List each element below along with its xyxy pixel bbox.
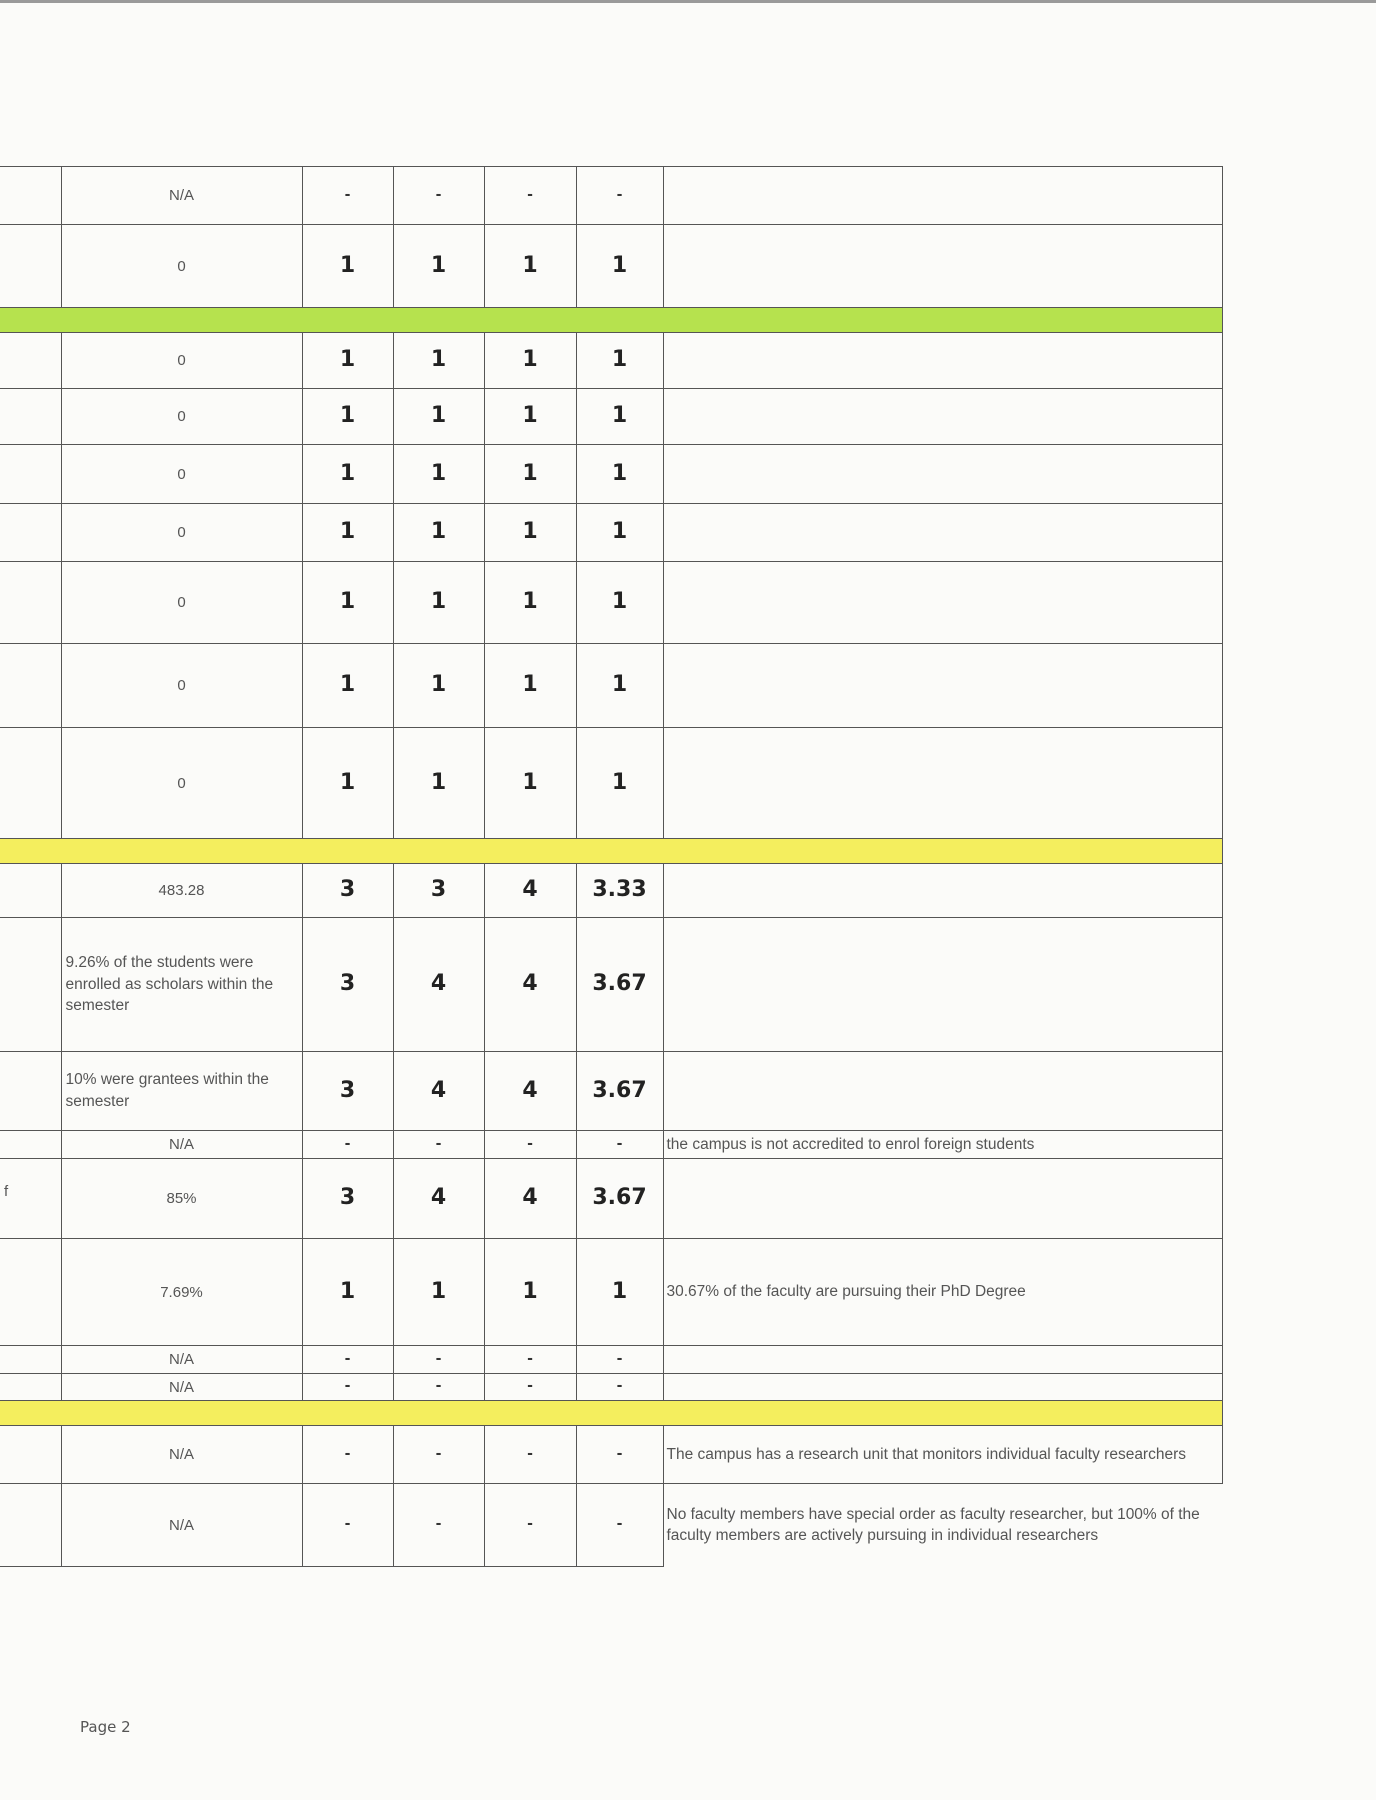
result-cell: 7.69% <box>61 1239 302 1346</box>
result-cell: 0 <box>61 225 302 308</box>
section-band-green <box>0 308 1222 333</box>
table-row <box>0 225 1222 308</box>
rater-3-score: - <box>484 1346 576 1374</box>
rater-1-score: - <box>302 1346 393 1374</box>
table-row <box>0 1426 1222 1484</box>
rater-2-score: - <box>393 1346 484 1374</box>
rater-2-score: 1 <box>393 728 484 839</box>
average-score: 1 <box>576 728 663 839</box>
criterion-cell <box>0 445 61 504</box>
table-row <box>0 918 1222 1052</box>
rater-3-score: 1 <box>484 445 576 504</box>
rater-3-score: - <box>484 1131 576 1159</box>
criterion-cell <box>0 1374 61 1401</box>
rater-1-score: - <box>302 167 393 225</box>
table-row <box>0 728 1222 839</box>
criterion-cell <box>0 864 61 918</box>
table-row <box>0 333 1222 389</box>
average-score: - <box>576 1426 663 1484</box>
section-band-yellow <box>0 839 1222 864</box>
remarks-cell <box>663 504 1222 562</box>
rater-3-score: - <box>484 167 576 225</box>
criterion-cell <box>0 167 61 225</box>
table-row <box>0 445 1222 504</box>
rater-3-score: - <box>484 1374 576 1401</box>
rater-1-score: 1 <box>302 333 393 389</box>
rater-2-score: 1 <box>393 389 484 445</box>
remarks-cell <box>663 918 1222 1052</box>
remarks-cell: 30.67% of the faculty are pursuing their PhD Degree <box>663 1239 1222 1346</box>
remarks-cell <box>663 1346 1222 1374</box>
result-cell: N/A <box>61 1426 302 1484</box>
result-cell: 0 <box>61 728 302 839</box>
evaluation-table <box>0 166 1223 1567</box>
result-cell: 0 <box>61 504 302 562</box>
rater-3-score: 1 <box>484 333 576 389</box>
rater-1-score: 3 <box>302 1052 393 1131</box>
result-cell: 0 <box>61 562 302 644</box>
rater-1-score: 3 <box>302 864 393 918</box>
average-score: 1 <box>576 389 663 445</box>
table-row <box>0 504 1222 562</box>
remarks-cell: The campus has a research unit that monitors individual faculty researchers <box>663 1426 1222 1484</box>
rater-2-score: 1 <box>393 225 484 308</box>
rater-2-score: 1 <box>393 644 484 728</box>
average-score: 1 <box>576 333 663 389</box>
rater-1-score: 3 <box>302 918 393 1052</box>
rater-1-score: 3 <box>302 1159 393 1239</box>
page-number: Page 2 <box>80 1718 131 1736</box>
rater-3-score: 1 <box>484 225 576 308</box>
table-row <box>0 562 1222 644</box>
rater-2-score: 4 <box>393 1052 484 1131</box>
average-score: 1 <box>576 504 663 562</box>
average-score: 3.33 <box>576 864 663 918</box>
rater-2-score: - <box>393 1131 484 1159</box>
result-cell: N/A <box>61 1374 302 1401</box>
criterion-cell <box>0 1484 61 1567</box>
section-band-fill <box>0 1401 1222 1426</box>
rater-3-score: 1 <box>484 728 576 839</box>
table-row <box>0 1052 1222 1131</box>
rater-2-score: 4 <box>393 1159 484 1239</box>
average-score: - <box>576 167 663 225</box>
average-score: 1 <box>576 1239 663 1346</box>
remarks-cell <box>663 864 1222 918</box>
rater-3-score: 1 <box>484 644 576 728</box>
remarks-cell <box>663 1159 1222 1239</box>
rater-2-score: - <box>393 1374 484 1401</box>
remarks-cell <box>663 389 1222 445</box>
table-row <box>0 1484 1222 1567</box>
average-score: - <box>576 1374 663 1401</box>
average-score: 1 <box>576 445 663 504</box>
rater-1-score: 1 <box>302 389 393 445</box>
result-cell: 0 <box>61 389 302 445</box>
table-row <box>0 1131 1222 1159</box>
remarks-cell <box>663 225 1222 308</box>
criterion-cell <box>0 562 61 644</box>
table-row <box>0 644 1222 728</box>
average-score: 3.67 <box>576 918 663 1052</box>
rater-1-score: 1 <box>302 1239 393 1346</box>
rater-1-score: - <box>302 1131 393 1159</box>
table-row <box>0 1239 1222 1346</box>
rater-1-score: 1 <box>302 504 393 562</box>
criterion-cell <box>0 1131 61 1159</box>
remarks-cell: No faculty members have special order as faculty researcher, but 100% of the faculty members are actively pursuing in individual researchers <box>663 1484 1222 1567</box>
result-cell: 0 <box>61 445 302 504</box>
criterion-cell <box>0 1052 61 1131</box>
table-row <box>0 1374 1222 1401</box>
criterion-cell <box>0 1346 61 1374</box>
average-score: 3.67 <box>576 1159 663 1239</box>
average-score: - <box>576 1346 663 1374</box>
rater-2-score: 1 <box>393 504 484 562</box>
section-band-yellow <box>0 1401 1222 1426</box>
rater-2-score: - <box>393 167 484 225</box>
rater-3-score: - <box>484 1484 576 1567</box>
result-cell: 10% were grantees within the semester <box>61 1052 302 1131</box>
rater-3-score: 4 <box>484 918 576 1052</box>
result-cell: 0 <box>61 333 302 389</box>
table-row <box>0 1159 1222 1239</box>
remarks-cell <box>663 562 1222 644</box>
rater-3-score: 1 <box>484 504 576 562</box>
rater-3-score: 1 <box>484 389 576 445</box>
remarks-cell <box>663 644 1222 728</box>
table-row <box>0 167 1222 225</box>
table-row <box>0 864 1222 918</box>
rater-3-score: 4 <box>484 1052 576 1131</box>
average-score: - <box>576 1131 663 1159</box>
criterion-cell <box>0 728 61 839</box>
criterion-cell <box>0 644 61 728</box>
criterion-cell <box>0 389 61 445</box>
result-cell: N/A <box>61 167 302 225</box>
rater-1-score: 1 <box>302 728 393 839</box>
rater-2-score: 3 <box>393 864 484 918</box>
rater-1-score: 1 <box>302 644 393 728</box>
rater-1-score: 1 <box>302 445 393 504</box>
average-score: 3.67 <box>576 1052 663 1131</box>
rater-3-score: 4 <box>484 1159 576 1239</box>
average-score: 1 <box>576 644 663 728</box>
criterion-cell <box>0 1239 61 1346</box>
remarks-cell <box>663 1052 1222 1131</box>
result-cell: 483.28 <box>61 864 302 918</box>
rater-1-score: 1 <box>302 225 393 308</box>
remarks-cell: the campus is not accredited to enrol foreign students <box>663 1131 1222 1159</box>
remarks-cell <box>663 167 1222 225</box>
rater-2-score: 1 <box>393 333 484 389</box>
remarks-cell <box>663 1374 1222 1401</box>
rater-1-score: - <box>302 1374 393 1401</box>
remarks-cell <box>663 445 1222 504</box>
table-row <box>0 1346 1222 1374</box>
remarks-cell <box>663 728 1222 839</box>
criterion-cell <box>0 504 61 562</box>
rater-3-score: 1 <box>484 1239 576 1346</box>
rater-2-score: - <box>393 1484 484 1567</box>
rater-3-score: 4 <box>484 864 576 918</box>
average-score: 1 <box>576 225 663 308</box>
criterion-cell <box>0 333 61 389</box>
section-band-fill <box>0 839 1222 864</box>
rater-3-score: 1 <box>484 562 576 644</box>
result-cell: 0 <box>61 644 302 728</box>
criterion-cell: f <box>0 1159 61 1239</box>
rater-2-score: 4 <box>393 918 484 1052</box>
rater-2-score: 1 <box>393 1239 484 1346</box>
average-score: - <box>576 1484 663 1567</box>
criterion-cell <box>0 918 61 1052</box>
rater-2-score: 1 <box>393 562 484 644</box>
table-row <box>0 389 1222 445</box>
remarks-cell <box>663 333 1222 389</box>
result-cell: 9.26% of the students were enrolled as scholars within the semester <box>61 918 302 1052</box>
rater-1-score: - <box>302 1426 393 1484</box>
rater-2-score: 1 <box>393 445 484 504</box>
result-cell: N/A <box>61 1131 302 1159</box>
section-band-fill <box>0 308 1222 333</box>
criterion-cell <box>0 1426 61 1484</box>
rater-2-score: - <box>393 1426 484 1484</box>
result-cell: N/A <box>61 1484 302 1567</box>
rater-1-score: - <box>302 1484 393 1567</box>
evaluation-table-wrapper <box>0 166 1223 1567</box>
average-score: 1 <box>576 562 663 644</box>
criterion-cell <box>0 225 61 308</box>
rater-1-score: 1 <box>302 562 393 644</box>
rater-3-score: - <box>484 1426 576 1484</box>
result-cell: 85% <box>61 1159 302 1239</box>
page-top-edge <box>0 0 1376 3</box>
result-cell: N/A <box>61 1346 302 1374</box>
